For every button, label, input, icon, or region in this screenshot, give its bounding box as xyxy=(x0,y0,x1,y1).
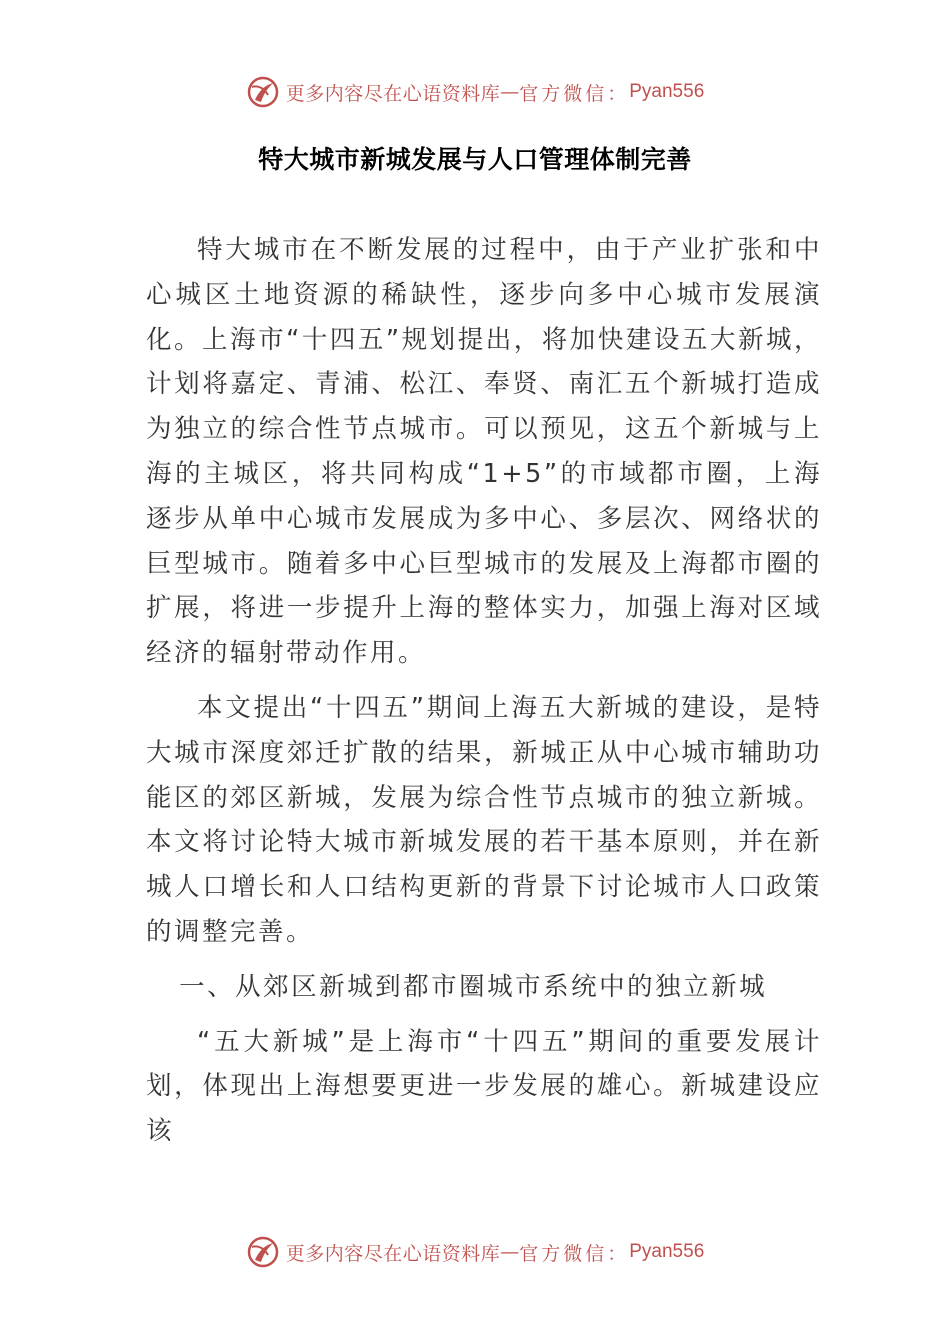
watermark-wechat-id: Pyan556 xyxy=(629,1241,705,1262)
document-body xyxy=(146,228,822,1164)
ribbon-logo-icon xyxy=(246,75,280,109)
watermark-separator: — xyxy=(500,81,520,103)
ribbon-logo-icon xyxy=(246,1235,280,1269)
footer-watermark xyxy=(0,1232,950,1272)
watermark-wechat-id: Pyan556 xyxy=(629,81,705,102)
paragraph: “五大新城”是上海市“十四五”期间的重要发展计划，体现出上海想要更进一步发展的雄心。新城建设应该 xyxy=(146,1026,822,1147)
watermark-wechat-label: 官方微信： xyxy=(519,1242,630,1265)
watermark-text: 更多内容尽在心语资料库 xyxy=(285,1242,501,1265)
paragraph: 特大城市在不断发展的过程中，由于产业扩张和中心城区土地资源的稀缺性，逐步向多中心城市发展演化。上海市“十四五”规划提出，将加快建设五大新城，计划将嘉定、青浦、松江、奉贤、南汇五个新城打造成为独立的综合性节点城市。可以预见，这五个新城与上海的主城区，将共同构成“1+5”的市域都市圈，上海逐步从单中心城市发展成为多中心、多层次、网络状的巨型城市。随着多中心巨型城市的发展及上海都市圈的扩展，将进一步提升上海的整体实力，加强上海对区域经济的辐射带动作用。 xyxy=(146,235,822,669)
document-title: 特大城市新城发展与人口管理体制完善 xyxy=(258,145,692,174)
watermark-text: 更多内容尽在心语资料库 xyxy=(285,82,501,105)
watermark-separator: — xyxy=(500,1241,520,1263)
section-heading: 一、从郊区新城到都市圈城市系统中的独立新城 xyxy=(179,971,768,1002)
paragraph: 本文提出“十四五”期间上海五大新城的建设，是特大城市深度郊迁扩散的结果，新城正从中心城市辅助功能区的郊区新城，发展为综合性节点城市的独立新城。本文将讨论特大城市新城发展的若干基本原则，并在新城人口增长和人口结构更新的背景下讨论城市人口政策的调整完善。 xyxy=(146,692,822,947)
header-watermark xyxy=(0,72,950,112)
watermark-wechat-label: 官方微信： xyxy=(519,82,630,105)
